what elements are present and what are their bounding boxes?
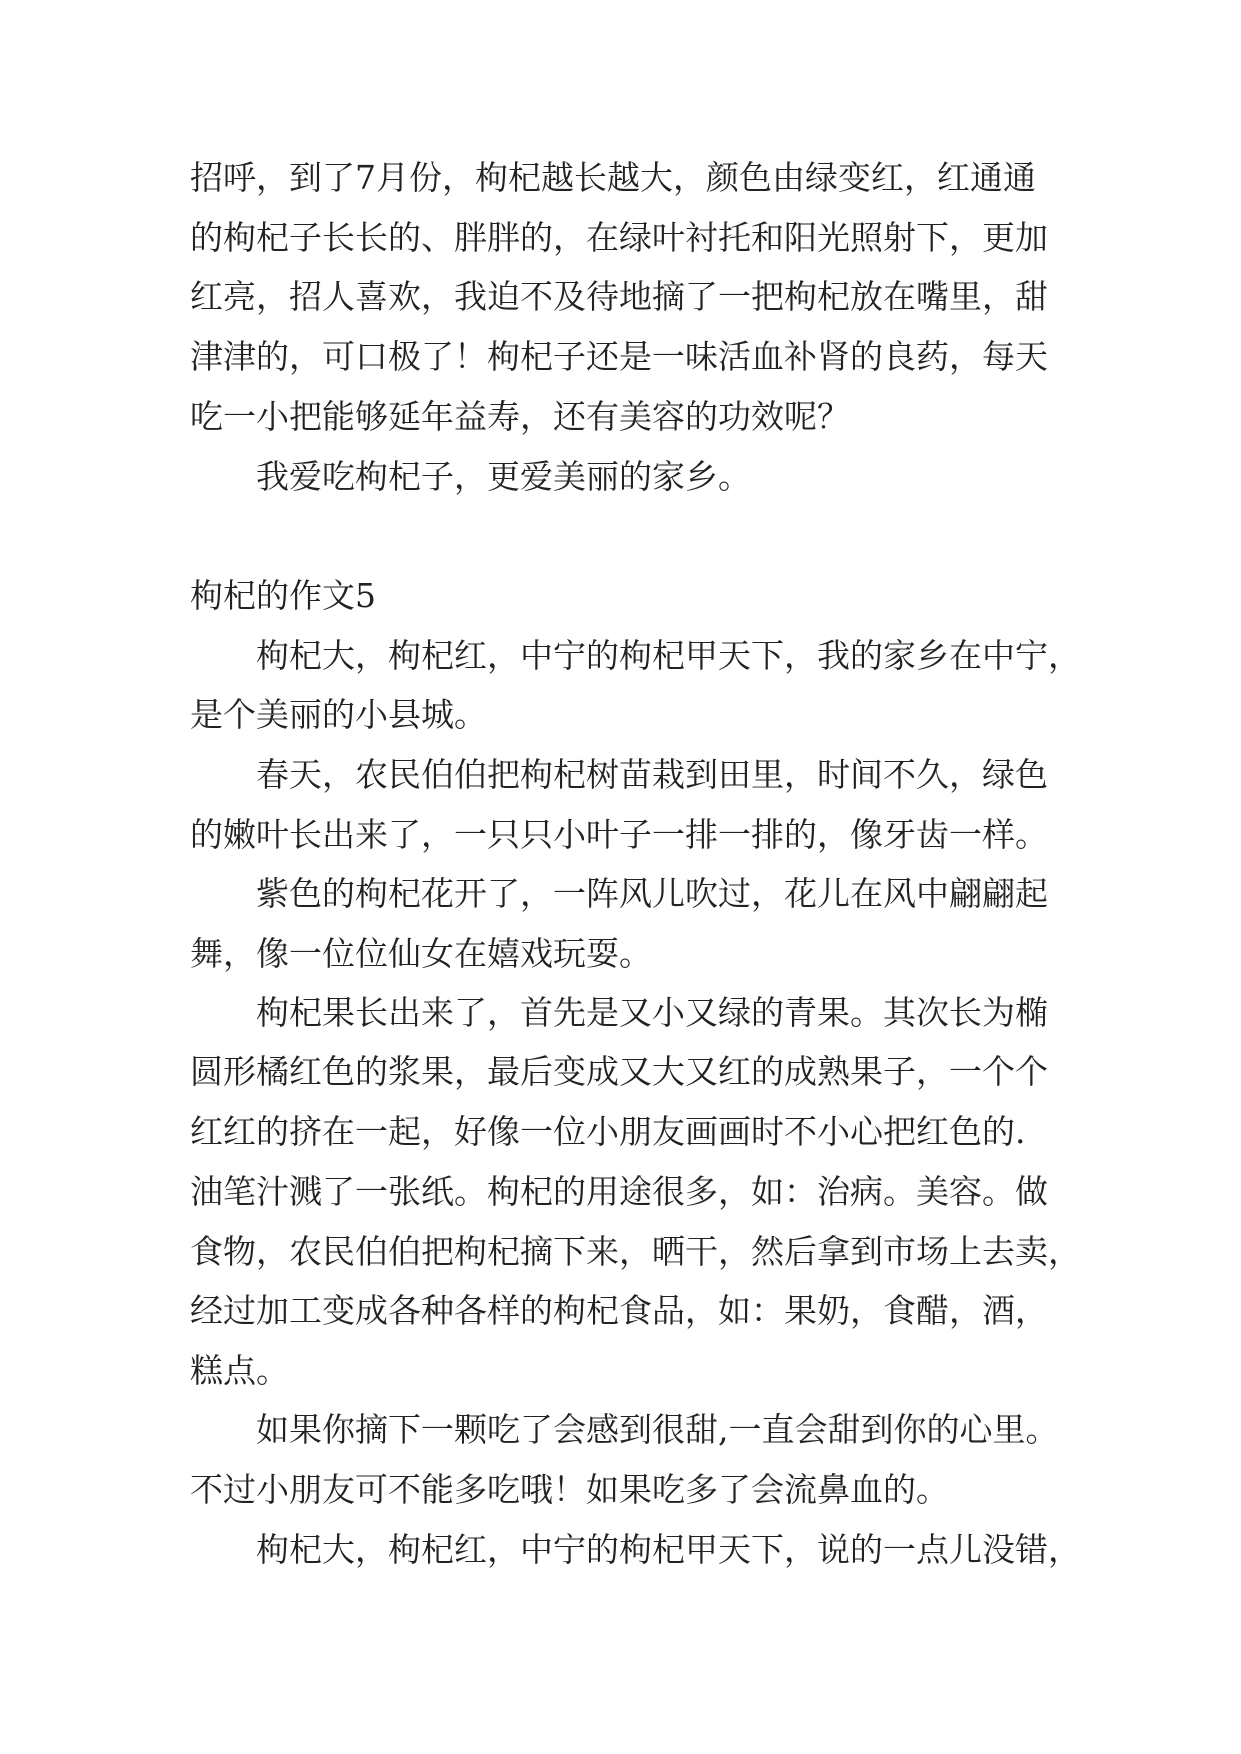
paragraph-line: 枸杞大，枸杞红，中宁的枸杞甲天下，说的一点儿没错， — [256, 1530, 1081, 1569]
paragraph-line: 舞，像一位位仙女在嬉戏玩耍。 — [190, 934, 652, 973]
paragraph-line: 不过小朋友可不能多吃哦！如果吃多了会流鼻血的。 — [190, 1470, 949, 1509]
paragraph-line: 食物，农民伯伯把枸杞摘下来，晒干，然后拿到市场上去卖， — [190, 1232, 1081, 1271]
paragraph-line: 的枸杞子长长的、胖胖的，在绿叶衬托和阳光照射下，更加 — [190, 218, 1048, 257]
paragraph-line: 春天，农民伯伯把枸杞树苗栽到田里，时间不久，绿色 — [256, 755, 1048, 794]
paragraph-line: 招呼，到了7月份，枸杞越长越大，颜色由绿变红，红通通 — [190, 158, 1036, 197]
paragraph-line: 圆形橘红色的浆果，最后变成又大又红的成熟果子，一个个 — [190, 1052, 1048, 1091]
paragraph-line: 吃一小把能够延年益寿，还有美容的功效呢？ — [190, 397, 850, 436]
paragraph-line: 的嫩叶长出来了，一只只小叶子一排一排的，像牙齿一样。 — [190, 815, 1048, 854]
paragraph-line: 津津的，可口极了！枸杞子还是一味活血补肾的良药，每天 — [190, 337, 1048, 376]
paragraph-line: 我爱吃枸杞子，更爱美丽的家乡。 — [256, 457, 751, 496]
paragraph-line: 枸杞果长出来了，首先是又小又绿的青果。其次长为椭 — [256, 993, 1048, 1032]
paragraph-line: 经过加工变成各种各样的枸杞食品，如：果奶，食醋，酒， — [190, 1291, 1048, 1330]
section-heading: 枸杞的作文5 — [190, 576, 376, 615]
paragraph-line: 如果你摘下一颗吃了会感到很甜,一直会甜到你的心里。 — [256, 1410, 1059, 1449]
paragraph-line: 红红的挤在一起，好像一位小朋友画画时不小心把红色的. — [190, 1112, 1026, 1151]
paragraph-line: 是个美丽的小县城。 — [190, 695, 487, 734]
paragraph-line: 紫色的枸杞花开了，一阵风儿吹过，花儿在风中翩翩起 — [256, 874, 1048, 913]
paragraph-line: 油笔汁溅了一张纸。枸杞的用途很多，如：治病。美容。做 — [190, 1172, 1048, 1211]
paragraph-line: 红亮，招人喜欢，我迫不及待地摘了一把枸杞放在嘴里，甜 — [190, 277, 1048, 316]
paragraph-line: 糕点。 — [190, 1351, 289, 1390]
paragraph-line: 枸杞大，枸杞红，中宁的枸杞甲天下，我的家乡在中宁， — [256, 636, 1081, 675]
